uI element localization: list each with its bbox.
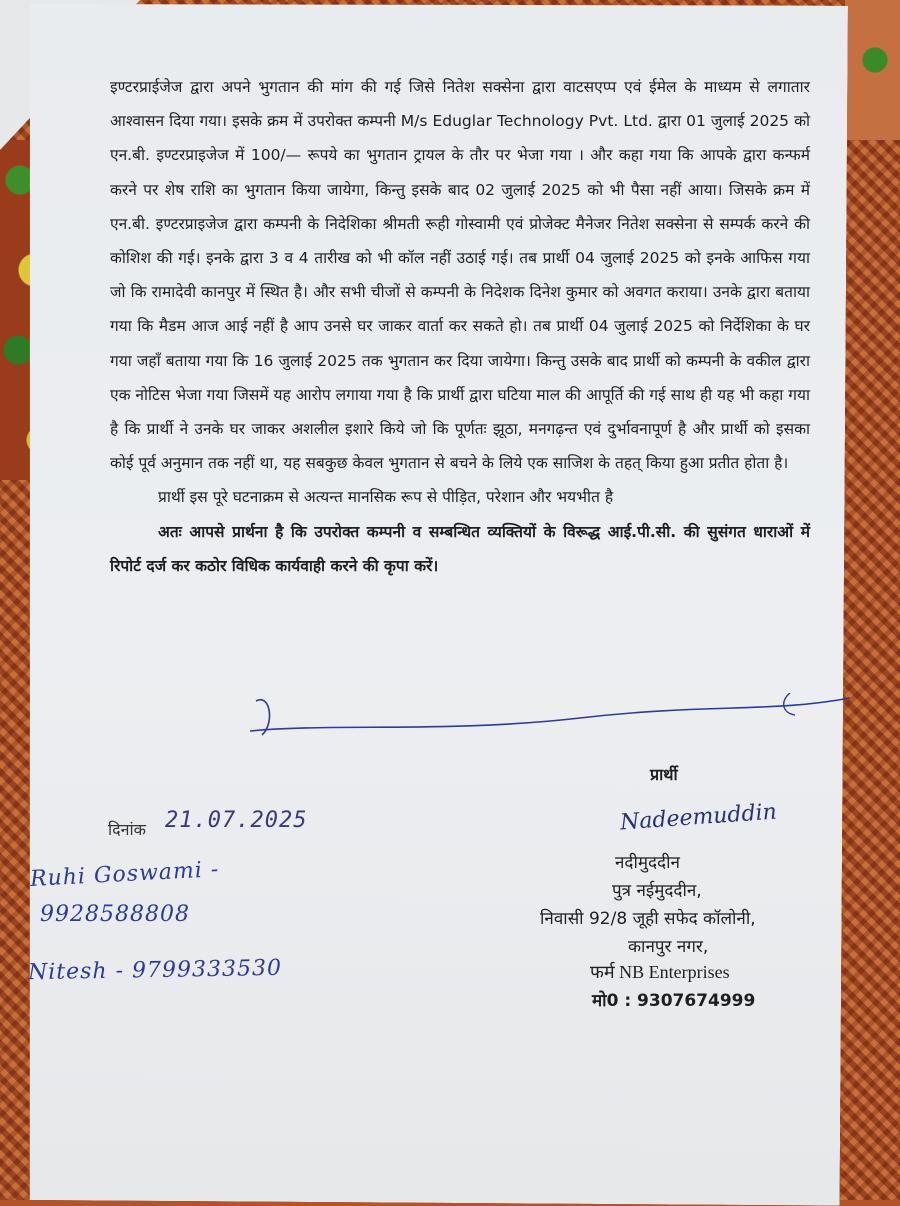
- applicant-address-line2: कानपुर नगर,: [628, 937, 709, 957]
- pen-underline-mark: [250, 693, 855, 738]
- date-value: 21.07.2025: [165, 808, 308, 833]
- applicant-address-line1: निवासी 92/8 जूही सफेद कॉलोनी,: [540, 909, 756, 929]
- date-label: दिनांक: [108, 820, 146, 839]
- applicant-name: नदीमुददीन: [615, 853, 680, 873]
- applicant-firm: फर्म NB Enterprises: [590, 962, 730, 982]
- cloth-pattern-right: [845, 0, 900, 140]
- letter-body: [110, 70, 810, 583]
- applicant-mobile: मो0 : 9307674999: [592, 991, 756, 1011]
- applicant-signature: Nadeemuddin: [619, 799, 778, 836]
- prayer-paragraph: अतः आपसे प्रार्थना है कि उपरोक्त कम्पनी व सम्बन्धित व्यक्तियों के विरूद्ध आई.पी.सी. की सुसंगत धाराओं में रिपोर्ट दर्ज कर कठोर विधिक कार्यवाही करने की कृपा करें।: [110, 522, 810, 575]
- handwritten-name-ruhi: Ruhi Goswami -: [29, 857, 220, 892]
- applicant-label: प्रार्थी: [650, 765, 678, 784]
- distress-paragraph: प्रार्थी इस पूरे घटनाक्रम से अत्यन्त मानसिक रूप से पीड़ित, परेशान और भयभीत है: [158, 488, 614, 507]
- handwritten-phone-ruhi: 9928588808: [40, 902, 190, 927]
- body-paragraph: इण्टरप्राईजेज द्वारा अपने भुगतान की मांग की गई जिसे नितेश सक्सेना द्वारा वाटसएप्प एवं ईमेल के माध्यम से लगातार आश्वासन दिया गया। इसके क्रम में उपरोक्त कम्पनी M/s Eduglar Technology Pvt. Ltd. द्वारा 01 जुलाई 2025 को एन.बी. इण्टरप्राइजेज में 100/— रूपये का भुगतान ट्रायल के तौर पर भेजा गया । और कहा गया कि आपके द्वारा कन्फर्म करने पर शेष राशि का भुगतान किया जायेगा, किन्तु इसके बाद 02 जुलाई 2025 को भी पैसा नहीं आया। जिसके क्रम में एन.बी. इण्टरप्राइजेज द्वारा कम्पनी के निदेशिका श्रीमती रूही गोस्वामी एवं प्रोजेक्ट मैनेजर नितेश सक्सेना से सम्पर्क करने की कोशिश की गई। इनके द्वारा 3 व 4 तारीख को भी कॉल नहीं उठाई गई। तब प्रार्थी 04 जुलाई 2025 को इनके आफिस गया जो कि रामादेवी कानपुर में स्थित है। और सभी चीजों से कम्पनी के निदेशक दिनेश कुमार को अवगत कराया। उनके द्वारा बताया गया कि मैडम आज आई नहीं है आप उनसे घर जाकर वार्ता कर सकते हो। तब प्रार्थी 04 जुलाई 2025 को निर्देशिका के घर गया जहाँ बताया गया कि 16 जुलाई 2025 तक भुगतान कर दिया जायेगा। किन्तु उसके बाद प्रार्थी को कम्पनी के वकील द्वारा एक नोटिस भेजा गया जिसमें यह आरोप लगाया गया है कि प्रार्थी द्वारा घटिया माल की आपूर्ति की गई साथ ही यह भी कहा गया है कि प्रार्थी ने उनके घर जाकर अशलील इशारे किये जो कि पूर्णतः झूठा, मनगढ़न्त एवं दुर्भावनापूर्ण है और प्रार्थी को इसका कोई पूर्व अनुमान तक नहीं था, यह सबकुछ केवल भुगतान से बचने के लिये एक साजिश के तहत् किया हुआ प्रतीत होता है।: [110, 78, 810, 473]
- handwritten-nitesh-phone: Nitesh - 9799333530: [27, 955, 283, 986]
- applicant-parent: पुत्र नईमुददीन,: [612, 881, 702, 901]
